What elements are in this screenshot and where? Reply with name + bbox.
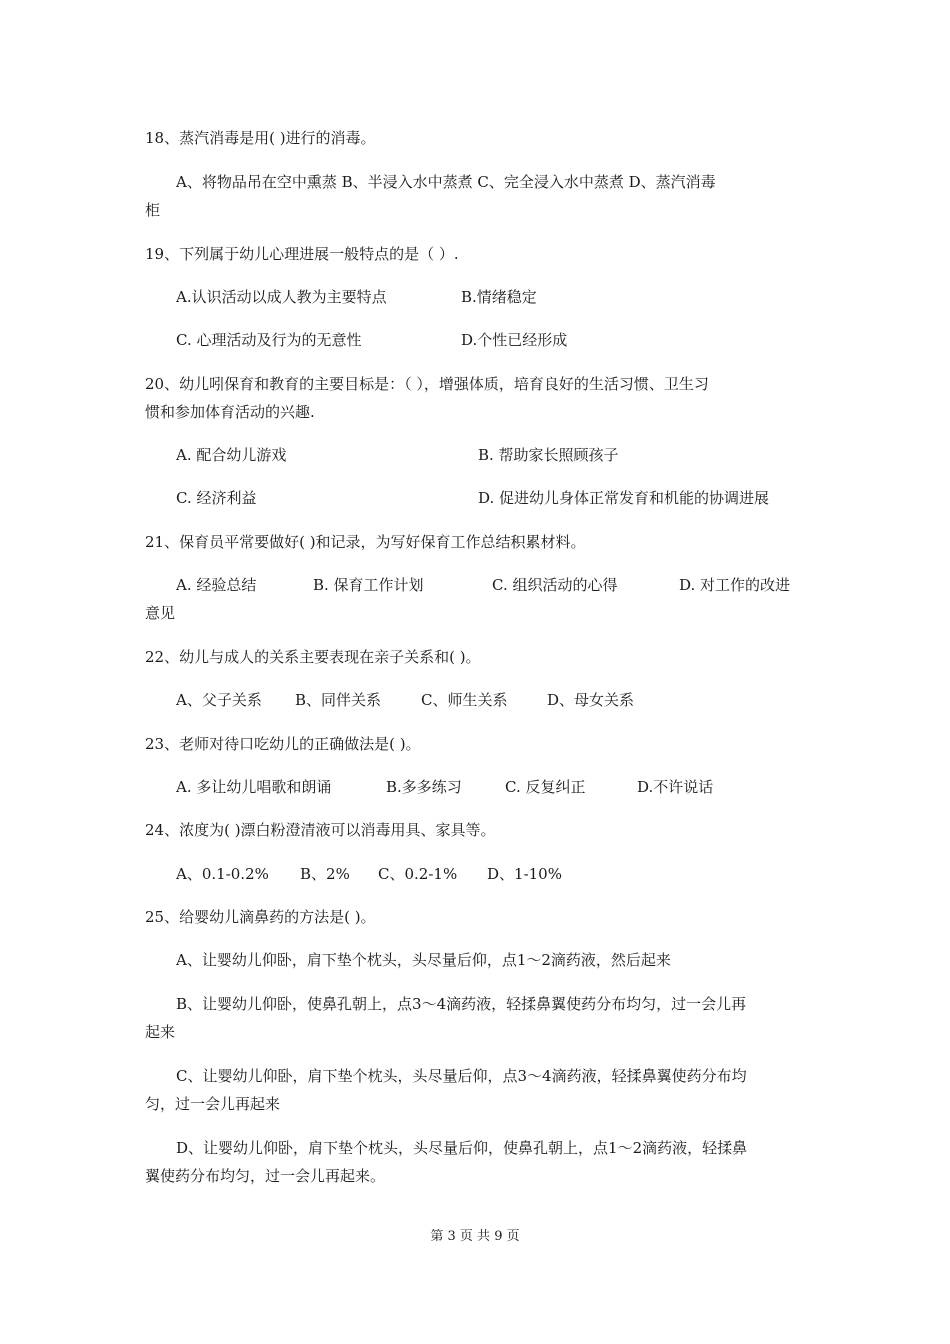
- question-23-option-a: A. 多让幼儿唱歌和朗诵: [176, 778, 332, 796]
- question-19-stem: 19、下列属于幼儿心理进展一般特点的是（ ）.: [145, 245, 459, 263]
- question-18-options-cont: 柜: [145, 201, 161, 219]
- question-19-option-d: D.个性已经形成: [461, 331, 568, 349]
- question-25-option-c: C、让婴幼儿仰卧，肩下垫个枕头，头尽量后仰，点3～4滴药液，轻揉鼻翼使药分布均: [176, 1067, 747, 1085]
- question-25-option-a: A、让婴幼儿仰卧，肩下垫个枕头，头尽量后仰，点1～2滴药液，然后起来: [176, 951, 671, 969]
- question-18-options: A、将物品吊在空中熏蒸 B、半浸入水中蒸煮 C、完全浸入水中蒸煮 D、蒸汽消毒: [176, 173, 716, 191]
- question-20-option-c: C. 经济利益: [176, 489, 257, 507]
- page-number-footer: 第 3 页 共 9 页: [430, 1229, 520, 1244]
- question-21-option-c: C. 组织活动的心得: [492, 576, 618, 594]
- question-25-stem: 25、给婴幼儿滴鼻药的方法是( )。: [145, 908, 376, 926]
- question-20-option-b: B. 帮助家长照顾孩子: [478, 446, 619, 464]
- question-19-option-b: B.情绪稳定: [461, 288, 537, 306]
- question-20-option-d: D. 促进幼儿身体正常发育和机能的协调进展: [478, 489, 770, 507]
- question-19-option-c: C. 心理活动及行为的无意性: [176, 331, 362, 349]
- question-21-option-a: A. 经验总结: [176, 576, 257, 594]
- question-20-stem-cont: 惯和参加体育活动的兴趣.: [145, 403, 315, 421]
- question-24-option-c: C、0.2-1%: [378, 865, 458, 883]
- question-24-stem: 24、浓度为( )漂白粉澄清液可以消毒用具、家具等。: [145, 821, 496, 839]
- question-23-stem: 23、老师对待口吃幼儿的正确做法是( )。: [145, 735, 421, 753]
- question-24-option-b: B、2%: [300, 865, 350, 883]
- question-25-option-b: B、让婴幼儿仰卧，使鼻孔朝上，点3～4滴药液，轻揉鼻翼使药分布均匀，过一会儿再: [176, 995, 747, 1013]
- question-24-option-d: D、1-10%: [487, 865, 562, 883]
- question-25-option-d-cont: 翼使药分布均匀，过一会儿再起来。: [145, 1167, 386, 1185]
- question-23-option-c: C. 反复纠正: [505, 778, 586, 796]
- question-21-option-d-cont: 意见: [145, 604, 176, 622]
- question-21-option-b: B. 保育工作计划: [313, 576, 424, 594]
- question-20-stem: 20、幼儿吲保育和教育的主要目标是：（ ），增强体质，培育良好的生活习惯、卫生习: [145, 375, 709, 393]
- question-22-stem: 22、幼儿与成人的关系主要表现在亲子关系和( )。: [145, 648, 481, 666]
- question-25-option-c-cont: 匀，过一会儿再起来: [145, 1095, 281, 1113]
- question-22-option-a: A、父子关系: [176, 691, 262, 709]
- question-24-option-a: A、0.1-0.2%: [176, 865, 269, 883]
- question-22-option-d: D、母女关系: [547, 691, 635, 709]
- question-25-option-b-cont: 起来: [145, 1023, 176, 1041]
- question-21-option-d: D. 对工作的改进: [679, 576, 791, 594]
- question-22-option-c: C、师生关系: [421, 691, 508, 709]
- question-23-option-d: D.不许说话: [637, 778, 714, 796]
- question-22-option-b: B、同伴关系: [295, 691, 382, 709]
- question-25-option-d: D、让婴幼儿仰卧，肩下垫个枕头，头尽量后仰，使鼻孔朝上，点1～2滴药液，轻揉鼻: [176, 1139, 748, 1157]
- question-23-option-b: B.多多练习: [386, 778, 462, 796]
- question-18-stem: 18、蒸汽消毒是用( )进行的消毒。: [145, 129, 376, 147]
- question-19-option-a: A.认识活动以成人教为主要特点: [176, 288, 387, 306]
- question-21-stem: 21、保育员平常要做好( )和记录，为写好保育工作总结积累材料。: [145, 533, 586, 551]
- question-20-option-a: A. 配合幼儿游戏: [176, 446, 287, 464]
